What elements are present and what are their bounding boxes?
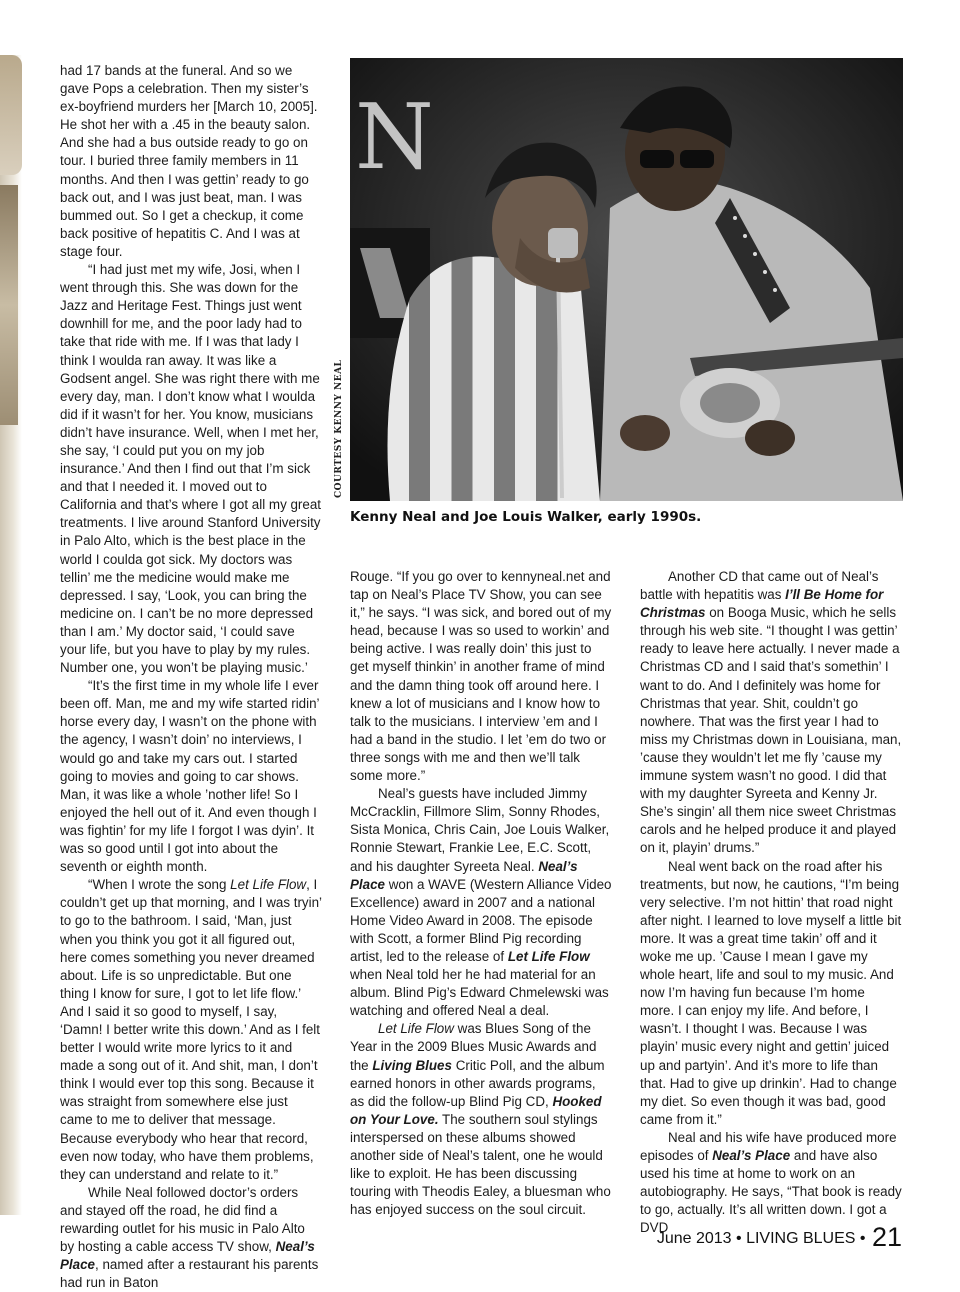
svg-text:N: N <box>355 85 434 190</box>
paragraph <box>60 1184 322 1292</box>
text-run: Neal’s guests have included Jimmy McCracklin, Fillmore Slim, Sonny Rhodes, Sista Monica, Chris Cain, Joe Louis Walker, Ronnie Stewart, Frankie Lee, E.C. Scott, and his daughter Syreeta Neal. <box>350 786 610 874</box>
text-run: “When I wrote the song <box>88 877 231 893</box>
magazine-name: LIVING BLUES <box>746 1230 856 1247</box>
photo-illustration <box>350 58 903 501</box>
song-title: Let Life Flow <box>230 877 307 893</box>
article-column-3 <box>640 568 902 1237</box>
text-run: on Booga Music, which he sells through his web site. “I thought I was gettin’ ready to leave here actually. I never made a Christmas CD and I said that’s somethin’ I want to do. And I definitely was home for Christmas that year. Shit, couldn’t go nowhere. That was the first year I had to miss my Christmas down in Louisiana, man, ’cause they wouldn’t let me fly ’cause my immune system wasn’t no good. I did that with my daughter Syreeta and Kenny Jr. She’s singin’ all them nice sweet Christmas carols and he helped produce it and played on it, playin’ drums.” <box>640 605 902 856</box>
text-run: , named after a restaurant his parents had run in Baton <box>60 1257 319 1291</box>
text-run: Critic Poll, and the album earned honors in other awards programs, as did the follow-up Blind Pig CD, <box>350 1057 605 1109</box>
text-run: when Neal told her he had material for an album. Blind Pig’s Edward Chmelewski was watching and offered Neal a deal. <box>350 967 609 1019</box>
paragraph <box>640 568 902 858</box>
photo-credit: COURTESY KENNY NEAL <box>334 359 344 498</box>
article-photo <box>350 58 903 501</box>
album-title: I’ll Be Home for Christmas <box>640 587 884 621</box>
adjacent-page-cutout <box>0 55 22 175</box>
paragraph: “It’s the first time in my whole life I ever been off. Man, me and my wife started ridin’ horse every day, I wasn’t on the phone with the agency, I wasn’t doin’ no interviews, I would go and take my cars out. I started going to movies and going to car shows. Man, it was like a whole ’nother life! So I enjoyed the hell out of it. And even though I was fightin’ for my life I forgot I was dyin’. It was so good until I got into about the seventh or eighth month. <box>60 678 320 875</box>
text-run: won a WAVE (Western Alliance Video Excellence) award in 2007 and a national Home Video Award in 2008. The episode with Scott, a former Blind Pig recording artist, led to the release of <box>350 876 612 964</box>
text-run: and have also used his time at home to work on an autobiography. He says, “That book is ready to go, actually. It’s all written down. I got a DVD <box>640 1148 902 1236</box>
text-run: Neal and his wife have produced more episodes of <box>640 1129 897 1163</box>
paragraph: “I had just met my wife, Josi, when I went through this. She was down for the Jazz and Heritage Fest. Things just went downhill for me, and the poor lady had to take that ride with me. If I was that lady I think I woulda ran away. It was like a Godsent angel. She was right there with me every day, man. I don’t know what I woulda did if it wasn’t for her. You know, musicians didn’t have insurance. Well, when I met her, she say, ‘I could put you on my job insurance.’ And then I find out that I’m sick and that I needed it. I moved out to California and that’s where I got all my great treatments. I live around Stanford University in Palo Alto, which is the best place in the world I coulda got sick. My doctors was tellin’ me the medicine would make me depressed. I say, ‘Look, you can bring the medicine on. I can’t be no more depressed than I am.’ My doctor said, ‘I could save your life, but you have to play by my rules. Number one, you won’t be playing music.’ <box>60 262 322 676</box>
show-title: Neal’s Place <box>350 858 578 892</box>
paragraph: had 17 bands at the funeral. And so we gave Pops a celebration. Then my sister’s ex-boyfriend murders her [March 10, 2005]. He shot her with a .45 in the beauty salon. And she had a bus outside ready to go on tour. I buried three family members in 11 months. And then I was gettin’ ready to go back out, and I was just beat, man. I was bummed out. So I get a checkup, it come back positive of hepatitis C. And I was at stage four. <box>60 63 318 259</box>
paragraph: Rouge. “If you go over to kennyneal.net and tap on Neal’s Place TV Show, you can see it,” he says. “I was sick, and bored out of my head, because I was so used to workin’ and being active. I was really doin’ this just to get myself thinkin’ in another frame of mind and the damn thing took off around here. I knew a lot of musicians and I know how to talk to the musicians. I interview ’em and I had a band in the studio. I let ’em do two or three songs with me and then we’ll talk some more.” <box>350 569 612 784</box>
paragraph <box>60 876 322 1184</box>
page-number: 21 <box>871 1222 902 1252</box>
album-title: Hooked on Your Love. <box>350 1093 602 1127</box>
album-title: Let Life Flow <box>507 948 590 964</box>
text-run: , I couldn’t get up that morning, and I was tryin’ to go to the bathroom. I said, ‘Man, just when you think you got it all figured out, here comes something you never dreamed about. Life is so unpredictable. But one thing I know for sure, I got to let life flow.’ And I said it so good to myself, I say, ‘Damn! I better write this down.’ And as I felt better I would write more lyrics to it and made a song out of it. And shit, man, I don’t think I would ever top this song. Because it was straight from somewhere else just came to me to deliver that message. Because everybody who hear that record, even now today, who have them problems, they can understand and relate to it.” <box>60 877 322 1182</box>
paragraph <box>350 1020 612 1219</box>
issue-date: June 2013 <box>656 1230 732 1247</box>
adjacent-page-edge <box>0 55 22 1215</box>
magazine-title: Living Blues <box>372 1057 452 1073</box>
show-title: Neal’s Place <box>60 1239 315 1273</box>
folio-separator: • <box>859 1230 866 1247</box>
show-title: Neal’s Place <box>712 1148 791 1163</box>
page-footer <box>657 1222 902 1253</box>
paragraph <box>350 785 612 1020</box>
text-run: was Blues Song of the Year in the 2009 Blues Music Awards and the <box>350 1021 597 1073</box>
text-run: Another CD that came out of Neal’s battle with hepatitis was <box>640 569 879 603</box>
text-run: While Neal followed doctor’s orders and stayed off the road, he did find a rewarding outlet for his music in Palo Alto by hosting a cable access TV show, <box>60 1184 305 1255</box>
adjacent-page-photo <box>0 185 18 425</box>
paragraph: Neal went back on the road after his treatments, but now, he cautions, “I’m being very selective. I’m not hittin’ that road night after night. I learned to love myself a little bit more. It was a great time takin’ off and it woke me up. ’Cause I mean I gave my whole heart, life and soul to my music. And now I’m having fun because I’m home more. I can enjoy my life. And before, I wasn’t. I thought I was. Because I was playin’ music every night and gettin’ juiced up and partyin’. And it’s more to life than that. Had to give up drinkin’. Had to change my diet. So even though it was bad, good came from it.” <box>640 858 902 1127</box>
article-column-2 <box>350 568 612 1219</box>
song-title: Let Life Flow <box>378 1021 454 1037</box>
article-column-1 <box>60 62 322 1292</box>
folio-separator: • <box>736 1230 742 1247</box>
text-run: The southern soul stylings interspersed on these albums showed another side of Neal’s talent, one he would like to exploit. He has been discussing touring with Theodis Ealey, a bluesman who has enjoyed success on the soul circuit. <box>350 1111 611 1218</box>
photo-caption: Kenny Neal and Joe Louis Walker, early 1990s. <box>350 509 702 525</box>
